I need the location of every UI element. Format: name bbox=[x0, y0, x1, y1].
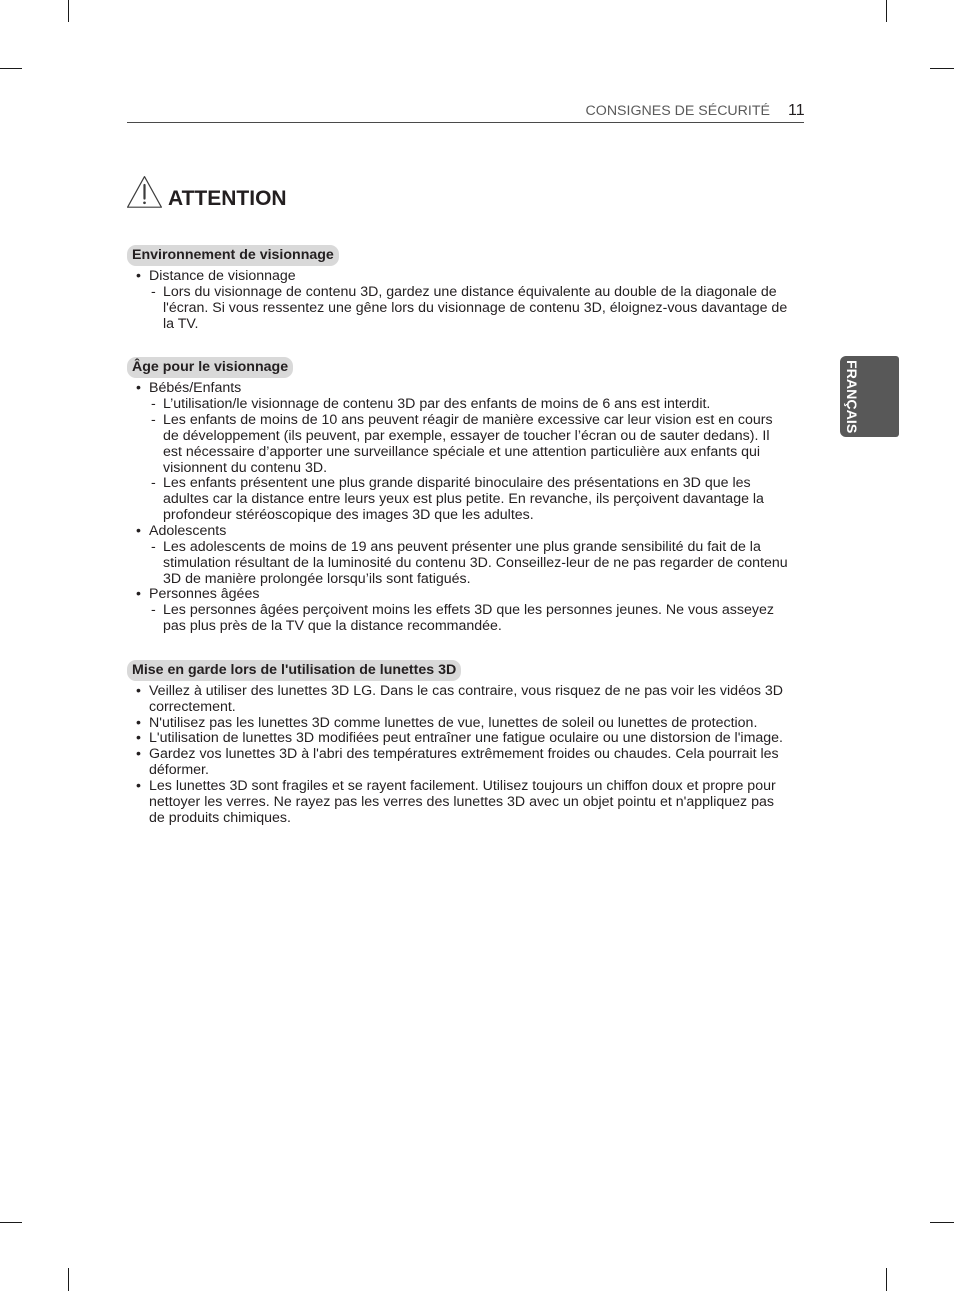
bullet-marker: • bbox=[136, 586, 141, 603]
text-line: de produits chimiques. bbox=[149, 809, 291, 826]
crop-mark bbox=[886, 1268, 887, 1291]
crop-mark bbox=[0, 1222, 22, 1223]
text-line: L'utilisation de lunettes 3D modifiées peut entraîner une fatigue oculaire ou une distorsion de l'image. bbox=[149, 730, 784, 747]
list-item bbox=[127, 269, 807, 332]
text-line: correctement. bbox=[149, 698, 236, 715]
page-number: 11 bbox=[788, 102, 805, 119]
bullet-list bbox=[127, 381, 807, 635]
text-line: nettoyer les verres. Ne rayez pas les verres des lunettes 3D avec un objet pointu et n'appliquez pas bbox=[149, 793, 774, 810]
sub-list-item bbox=[149, 413, 807, 476]
section bbox=[127, 357, 807, 635]
text-line: Les enfants présentent une plus grande disparité binoculaire des présentations en 3D que les bbox=[163, 475, 751, 492]
list-item bbox=[127, 731, 807, 747]
list-item bbox=[127, 381, 807, 524]
section-heading: Mise en garde lors de l'utilisation de lunettes 3D bbox=[127, 660, 461, 681]
text-line: Personnes âgées bbox=[149, 586, 260, 603]
text-line: profondeur stéréoscopique des images 3D que les adultes. bbox=[163, 507, 534, 524]
sub-list-item bbox=[149, 397, 807, 413]
list-item bbox=[127, 587, 807, 635]
bullet-marker: • bbox=[136, 730, 141, 747]
crop-mark bbox=[886, 0, 887, 22]
list-item bbox=[127, 716, 807, 732]
text-line: Les lunettes 3D sont fragiles et se rayent facilement. Utilisez toujours un chiffon doux et propre pour bbox=[149, 777, 776, 794]
text-line: Gardez vos lunettes 3D à l'abri des températures extrêmement froides ou chaudes. Cela pourrait les bbox=[149, 746, 779, 763]
dash-marker: - bbox=[151, 412, 156, 429]
page-title: ATTENTION bbox=[168, 187, 287, 210]
dash-marker: - bbox=[151, 283, 156, 300]
language-tab bbox=[840, 356, 899, 437]
running-header-title: CONSIGNES DE SÉCURITÉ bbox=[585, 103, 770, 119]
section-heading: Environnement de visionnage bbox=[127, 245, 339, 266]
crop-mark bbox=[68, 1268, 69, 1291]
dash-marker: - bbox=[151, 396, 156, 413]
list-item bbox=[127, 779, 807, 827]
text-line: adultes car la distance entre leurs yeux est plus petite. En revanche, ils perçoivent davantage la bbox=[163, 491, 764, 508]
section bbox=[127, 660, 807, 827]
section-heading-row bbox=[127, 245, 807, 266]
text-line: l'écran. Si vous ressentez une gêne lors du visionnage de contenu 3D, éloignez-vous davantage de bbox=[163, 299, 788, 316]
text-line: de développement (ils peuvent, par exemple, essayer de toucher l’écran ou de sauter dedans). Il bbox=[163, 427, 770, 444]
bullet-marker: • bbox=[136, 746, 141, 763]
text-line: 3D de manière prolongée lorsqu’ils sont fatigués. bbox=[163, 570, 471, 587]
sub-list-item bbox=[149, 285, 807, 333]
bullet-marker: • bbox=[136, 268, 141, 284]
section-heading: Âge pour le visionnage bbox=[127, 357, 293, 378]
text-line: L’utilisation/le visionnage de contenu 3D par des enfants de moins de 6 ans est interdit. bbox=[163, 396, 711, 413]
dash-marker: - bbox=[151, 475, 156, 492]
bullet-marker: • bbox=[136, 714, 141, 731]
text-line: pas plus près de la TV que la distance recommandée. bbox=[163, 618, 502, 635]
bullet-list bbox=[127, 684, 807, 827]
bullet-list bbox=[127, 269, 807, 332]
crop-mark bbox=[930, 68, 954, 69]
text-line: déformer. bbox=[149, 762, 209, 779]
text-line: stimulation résultant de la luminosité du contenu 3D. Conseillez-leur de ne pas regarder de contenu bbox=[163, 554, 788, 571]
crop-mark bbox=[0, 68, 22, 69]
text-line: Lors du visionnage de contenu 3D, gardez une distance équivalente au double de la diagonale de bbox=[163, 283, 777, 300]
language-tab-label: FRANÇAIS bbox=[843, 360, 859, 434]
text-line: Veillez à utiliser des lunettes 3D LG. Dans le cas contraire, vous risquez de ne pas voir les vidéos 3D bbox=[149, 682, 784, 699]
crop-mark bbox=[930, 1222, 954, 1223]
bullet-marker: • bbox=[136, 682, 141, 699]
text-line: est nécessaire d’apporter une surveillance spéciale et une attention particulière aux enfants qui bbox=[163, 443, 761, 460]
sections-container bbox=[127, 245, 807, 826]
bullet-marker: • bbox=[136, 380, 141, 397]
header-rule bbox=[127, 122, 804, 123]
text-line: Les personnes âgées perçoivent moins les effets 3D que les personnes jeunes. Ne vous asseyez bbox=[163, 602, 774, 619]
text-line: Les adolescents de moins de 19 ans peuvent présenter une plus grande sensibilité du fait de la bbox=[163, 538, 761, 555]
text-line: la TV. bbox=[163, 315, 199, 332]
crop-mark bbox=[68, 0, 69, 22]
dash-marker: - bbox=[151, 602, 156, 619]
list-item bbox=[127, 524, 807, 587]
text-line: Les enfants de moins de 10 ans peuvent réagir de manière excessive car leur vision est en cours bbox=[163, 412, 773, 429]
text-line: Distance de visionnage bbox=[149, 268, 296, 284]
dash-marker: - bbox=[151, 538, 156, 555]
bullet-marker: • bbox=[136, 777, 141, 794]
sub-list-item bbox=[149, 476, 807, 524]
section bbox=[127, 245, 807, 332]
warning-icon bbox=[126, 175, 163, 209]
section-heading-row bbox=[127, 660, 807, 681]
text-line: N'utilisez pas les lunettes 3D comme lunettes de vue, lunettes de soleil ou lunettes de protection. bbox=[149, 714, 758, 731]
text-line: Adolescents bbox=[149, 522, 227, 539]
bullet-marker: • bbox=[136, 522, 141, 539]
sub-list-item bbox=[149, 540, 807, 588]
section-heading-row bbox=[127, 357, 807, 378]
list-item bbox=[127, 684, 807, 716]
text-line: visionnent du contenu 3D. bbox=[163, 459, 328, 476]
sub-list-item bbox=[149, 603, 807, 635]
list-item bbox=[127, 747, 807, 779]
text-line: Bébés/Enfants bbox=[149, 380, 242, 397]
